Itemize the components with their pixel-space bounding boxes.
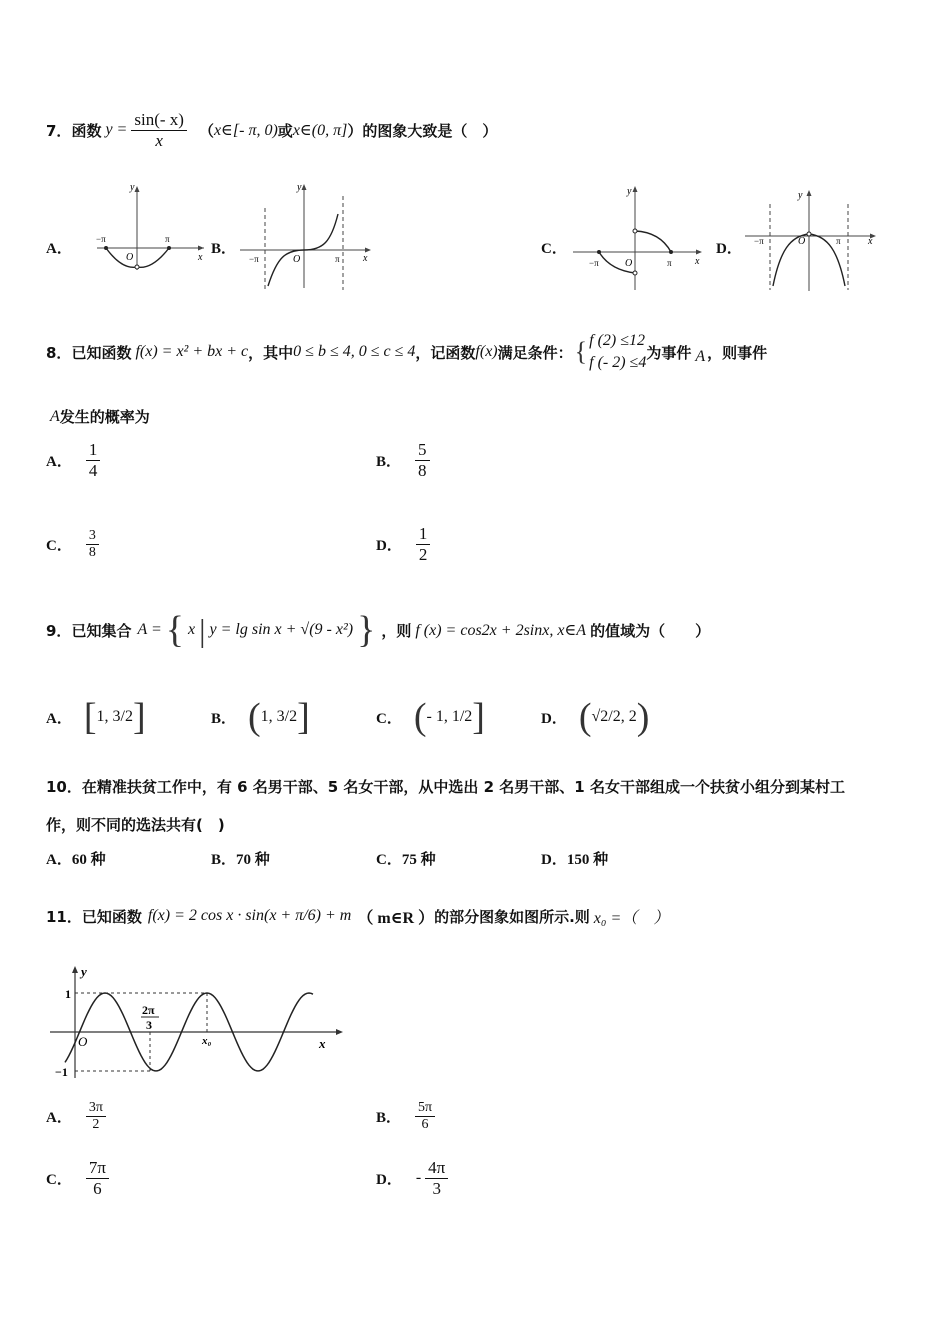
q8-option-d-num: 1 [416, 524, 431, 545]
q10-option-a-text: 60 种 [71, 852, 106, 868]
q11-option-b-label: B． [376, 1110, 402, 1127]
q9-number: 9． [46, 621, 72, 640]
q11-option-b-num: 5π [415, 1100, 435, 1117]
q7-graph-d-neg-pi: −π [754, 236, 764, 246]
q9-option-c-label: C． [376, 710, 402, 727]
q7-graph-d-x-label: x [868, 236, 873, 247]
q11-option-d-den: 3 [432, 1178, 441, 1198]
q7-graph-a-origin: O [126, 252, 134, 263]
q11-graph-one: 1 [65, 987, 71, 1001]
q9-option-d-expr: √2/2, 2 [591, 708, 637, 725]
q8-fx: f(x) [475, 343, 498, 360]
q7-graph-c-y-label: y [627, 186, 632, 197]
q7-graph-a-x-arrow [198, 246, 204, 251]
q9-option-b[interactable] [211, 698, 310, 736]
q10-option-d-label: D． [541, 852, 567, 868]
q11-stem [46, 888, 669, 944]
q8-system-brace: { [574, 337, 588, 366]
q11-option-d-num: 4π [425, 1158, 448, 1179]
q11-option-a-num: 3π [86, 1100, 106, 1117]
q10-option-a-label: A． [46, 852, 72, 868]
q11-graph-two-pi-den: 3 [146, 1018, 152, 1032]
q7-graph-a-y-arrow [135, 186, 140, 192]
q8-option-b-den: 8 [418, 460, 427, 480]
q9-func: f (x) = cos2x + 2sinx, x∈A [415, 622, 587, 639]
q9-stem [46, 600, 710, 660]
q9-option-d-left: ( [578, 696, 592, 738]
q10-option-b[interactable] [211, 848, 270, 869]
q7-graph-c-point-right [669, 250, 673, 254]
q11-graph-x-label: x [319, 1036, 326, 1051]
q7-domain-or: 或 [277, 121, 293, 140]
q8-option-b-fraction [415, 440, 430, 480]
q9-set-body: y = lg sin x + √(9 - x²) [209, 621, 354, 638]
q7-graph-c-hole-top [633, 229, 637, 233]
q9-tail: 的值域为（ ） [590, 621, 711, 640]
q11-graph-x-arrow [336, 1029, 343, 1035]
q8-stem-line-2 [50, 406, 150, 427]
q7-graph-b-y-label: y [297, 182, 302, 193]
q7-graph-a-pi: π [165, 234, 170, 244]
q11-option-a-den: 2 [92, 1117, 100, 1133]
q7-option-c-label: C． [541, 241, 567, 257]
q9-option-b-left: ( [248, 696, 261, 738]
q8-mid3: 满足条件： [497, 343, 573, 362]
q11-lead: 已知函数 [81, 907, 142, 926]
q7-graph-c-y-arrow [633, 186, 638, 192]
q7-graph-a-point-right [167, 246, 171, 250]
q11-option-b-fraction [415, 1100, 435, 1133]
q11-option-a-label: A． [46, 1110, 72, 1127]
q7-graph-c-hole-bottom [633, 271, 637, 275]
q11-option-b[interactable] [376, 1100, 435, 1133]
q11-condition: （ m∈R ） [357, 909, 435, 927]
q11-graph-neg-one: −1 [55, 1065, 68, 1079]
q7-option-d-label: D． [716, 241, 742, 257]
q9-option-a-left: [ [83, 696, 97, 738]
q8-option-d-label: D． [376, 537, 402, 554]
q7-graph-c [565, 180, 710, 295]
q8-event: A [695, 348, 706, 365]
q10-stem-line-2: 作，则不同的选法共有( ) [46, 816, 225, 834]
q8-option-b-label: B． [376, 453, 402, 470]
q7-func-denominator: x [155, 130, 163, 150]
q7-domain-b: x∈(0, π] [292, 122, 348, 139]
q7-graph-d [740, 186, 885, 296]
q7-graph-d-origin: O [798, 236, 806, 247]
q7-graph-b-pi: π [335, 254, 340, 264]
q7-graph-b-origin: O [293, 254, 301, 265]
q7-graph-c-neg-pi: −π [589, 258, 599, 268]
q9-option-d[interactable] [541, 698, 649, 736]
q11-graph-y-label: y [81, 964, 87, 979]
q11-graph-origin: O [78, 1034, 88, 1049]
q11-option-a[interactable] [46, 1100, 106, 1133]
q8-option-d[interactable] [376, 524, 430, 564]
q7-graph-a [92, 180, 212, 275]
q7-domain-a: x∈[- π, 0) [213, 122, 278, 139]
q7-graph-b-x-arrow [365, 248, 371, 253]
q8-system-line-1: f (2) ≤12 [589, 332, 646, 350]
q7-tail: ）的图象大致是（ ） [347, 121, 498, 140]
q10-option-c-label: C． [376, 852, 402, 868]
q7-func-numerator: sin(- x) [131, 110, 187, 131]
q8-lead: 已知函数 [71, 343, 132, 362]
q10-option-d-text: 150 种 [566, 852, 609, 868]
q7-graph-c-pi: π [667, 258, 672, 268]
q8-system-line-2: f (- 2) ≤4 [589, 354, 647, 371]
q7-graph-d-y-arrow [807, 190, 812, 196]
q11-x0: x₀ =（ ） [593, 909, 670, 927]
q7-option-a-label: A． [46, 241, 72, 257]
q7-graph-a-point-left [104, 246, 108, 250]
q7-graph-d-y-label: y [798, 190, 803, 201]
q8-option-c-den: 8 [88, 545, 96, 561]
q10-option-c-text: 75 种 [401, 852, 436, 868]
q8-line2-var: A [50, 407, 60, 425]
q8-system [589, 330, 646, 373]
q10-option-b-text: 70 种 [236, 852, 270, 868]
q7-graph-b-y-arrow [302, 184, 307, 190]
q11-option-a-fraction [86, 1100, 106, 1133]
q9-option-d-right: ) [636, 696, 650, 738]
q11-graph [45, 960, 355, 1085]
q7-domain-open: （ [198, 121, 214, 140]
q9-option-d-label: D． [541, 710, 567, 727]
q10-option-d[interactable] [541, 848, 608, 869]
q7-graph-d-hole [807, 232, 811, 236]
q9-set-lhs: A = [137, 621, 162, 638]
q7-func-fraction [131, 110, 187, 150]
q7-graph-b-neg-pi: −π [249, 254, 259, 264]
q11-option-c-num: 7π [86, 1158, 109, 1179]
q11-option-b-den: 6 [421, 1117, 429, 1133]
q9-set-bar: | [199, 612, 206, 648]
q7-graph-a-x-label: x [198, 252, 203, 263]
q7-graph-a-hole [135, 265, 139, 269]
q7-graph-a-neg-pi: −π [96, 234, 106, 244]
q11-option-d-sign: - [415, 1169, 422, 1187]
q9-option-a-label: A． [46, 710, 72, 727]
q8-option-c-label: C． [46, 538, 72, 555]
q9-set-var: x [187, 621, 196, 638]
q8-tail: ，则事件 [707, 343, 768, 362]
q9-option-c-expr: - 1, 1/2 [426, 708, 473, 725]
q8-condition: 0 ≤ b ≤ 4, 0 ≤ c ≤ 4 [293, 343, 416, 360]
q7-graph-b [235, 178, 375, 293]
q11-number: 11． [46, 907, 82, 926]
q8-option-a-label: A． [46, 453, 72, 470]
q9-option-b-label: B． [211, 710, 237, 727]
q11-graph-x0-label: x₀ [202, 1035, 212, 1047]
q9-option-c-right: ] [472, 696, 485, 738]
q11-graph-two-pi-num: 2π [142, 1003, 155, 1017]
q11-func: f(x) = 2 cos x · sin(x + π/6) + m [147, 907, 352, 924]
q8-option-b[interactable] [376, 440, 430, 480]
q10-option-a[interactable] [46, 848, 106, 869]
q9-option-a-expr: 1, 3/2 [96, 708, 133, 725]
q8-number: 8． [46, 343, 72, 362]
q9-option-b-right: ] [297, 696, 310, 738]
q8-option-b-num: 5 [415, 440, 430, 461]
q9-option-b-expr: 1, 3/2 [260, 708, 298, 725]
q8-func: f(x) = x² + bx + c [135, 343, 249, 360]
q8-stem [46, 320, 767, 384]
q7-graph-c-curve-right [635, 231, 671, 252]
q9-mid: ，则 [381, 621, 412, 640]
q8-mid2: ，记函数 [415, 343, 476, 362]
q7-stem [46, 100, 497, 160]
q11-option-d-fraction [425, 1158, 448, 1198]
q9-option-a[interactable] [46, 698, 146, 736]
q8-line2: 发生的概率为 [59, 408, 150, 426]
q7-graph-a-y-label: y [130, 182, 135, 193]
q8-option-c-fraction [86, 528, 99, 561]
q8-option-a-den: 4 [88, 460, 98, 480]
q8-option-a-num: 1 [86, 440, 101, 461]
q8-option-a-fraction [86, 440, 101, 480]
q7-option-b-label: B． [211, 241, 237, 257]
q8-option-c-num: 3 [86, 528, 99, 545]
q11-option-d[interactable] [376, 1158, 448, 1198]
q7-graph-c-point-left [597, 250, 601, 254]
q9-lead: 已知集合 [71, 621, 132, 640]
q11-option-c[interactable] [46, 1158, 109, 1198]
q11-option-c-label: C． [46, 1171, 72, 1188]
q8-option-c[interactable] [46, 528, 99, 561]
q8-mid: ，其中 [248, 343, 294, 362]
q11-option-c-fraction [86, 1158, 109, 1198]
q9-option-a-right: ] [132, 696, 146, 738]
q7-lead: 函数 [71, 121, 102, 140]
q11-graph-y-arrow [72, 966, 78, 973]
q8-mid4: 为事件 [646, 343, 692, 362]
q8-option-d-fraction [416, 524, 431, 564]
q7-func-lhs: y = [105, 121, 128, 138]
q7-graph-c-x-label: x [695, 256, 700, 267]
q9-set-open-brace: { [165, 609, 184, 651]
q11-option-d-label: D． [376, 1171, 402, 1188]
q7-graph-d-pi: π [836, 236, 841, 246]
q11-tail: 的部分图象如图所示.则 [434, 907, 590, 926]
q7-graph-b-x-label: x [363, 253, 368, 264]
q9-option-c-left: ( [413, 696, 427, 738]
q11-option-c-den: 6 [93, 1178, 102, 1198]
q9-set-close-brace: } [357, 609, 376, 651]
q8-option-d-den: 2 [418, 544, 428, 564]
q9-option-c[interactable] [376, 698, 485, 736]
q10-option-b-label: B． [211, 852, 237, 868]
q10-stem-line-1: 10．在精准扶贫工作中，有 6 名男干部、5 名女干部，从中选出 2 名男干部、1 名女干部组成一个扶贫小组分到某村工 [46, 778, 845, 796]
q7-graph-c-x-arrow [696, 250, 702, 255]
q7-graph-c-origin: O [625, 258, 633, 269]
q8-option-a[interactable] [46, 440, 100, 480]
q7-number: 7． [46, 121, 72, 140]
q10-option-c[interactable] [376, 848, 436, 869]
